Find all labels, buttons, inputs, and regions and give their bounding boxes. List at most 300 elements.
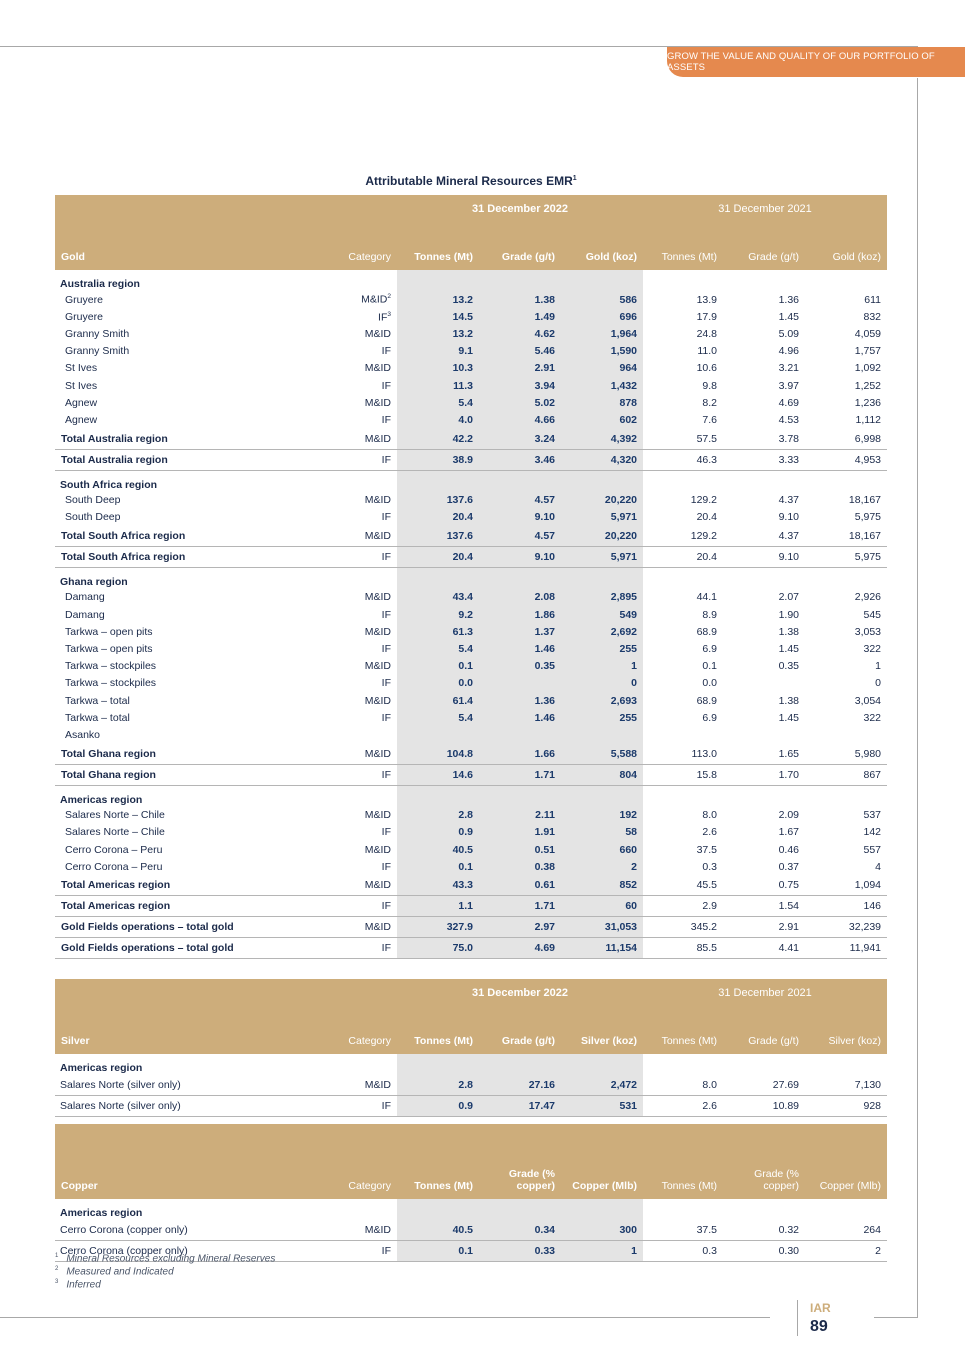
category-value: M&ID [364, 1224, 391, 1236]
row-name: South Deep [65, 511, 121, 524]
table-row [55, 394, 887, 411]
prior-value-cell: 8.2 [702, 396, 718, 409]
prior-value-cell: 8.9 [702, 608, 718, 621]
header-spacer [55, 979, 397, 1007]
total-row [55, 429, 887, 450]
current-value-cell: 4.0 [397, 411, 479, 428]
current-value-cell: 4.57 [479, 526, 561, 547]
row-name: Tarkwa – total [65, 711, 130, 724]
year-header-row [55, 979, 887, 1007]
prior-value-cell: 1.67 [778, 826, 800, 839]
category-cell [305, 1054, 397, 1075]
prior-value-cell [643, 1199, 723, 1220]
current-value-cell [479, 1054, 561, 1075]
prior-value-cell: 9.8 [702, 379, 718, 392]
prior-value-cell [805, 1199, 887, 1220]
category-cell [305, 875, 397, 896]
row-name: Salares Norte – Chile [65, 826, 165, 839]
column-header: Tonnes (Mt) [397, 1007, 479, 1054]
prior-value-cell [723, 1054, 805, 1075]
prior-value-cell: 3,054 [854, 694, 882, 707]
region-heading-row [55, 567, 887, 589]
prior-value-cell: 4.37 [778, 494, 800, 507]
prior-value-cell: 4 [875, 860, 882, 873]
page-number-divider [797, 1300, 798, 1336]
current-value-cell [561, 567, 643, 589]
prior-value-cell: 0.30 [723, 1241, 805, 1262]
prior-value-cell [723, 1199, 805, 1220]
current-value-cell: 852 [561, 875, 643, 896]
prior-value-cell: 0.0 [702, 677, 718, 690]
prior-value-cell: 7,130 [805, 1075, 887, 1096]
row-name: St Ives [65, 362, 98, 375]
prior-value-cell: 2.91 [723, 917, 805, 938]
current-value-cell: 60 [561, 896, 643, 917]
prior-value-cell: 37.5 [643, 1220, 723, 1241]
prior-value-cell: 6.9 [702, 711, 718, 724]
prior-value-cell: 142 [863, 826, 882, 839]
prior-value-cell [723, 675, 805, 692]
row-name: Americas region [60, 1062, 143, 1074]
category-cell [305, 411, 397, 428]
year-current [397, 1124, 643, 1152]
current-value-cell: 5.4 [397, 709, 479, 726]
current-value-cell: 2,693 [561, 692, 643, 709]
table-row [55, 343, 887, 360]
prior-value-cell: 867 [805, 764, 887, 785]
report-label: IAR [810, 1301, 831, 1315]
prior-value-cell: 11.0 [697, 345, 718, 358]
caption-text: Attributable Mineral Resources EMR [365, 174, 573, 188]
current-value-cell: 531 [561, 1096, 643, 1117]
current-value-cell: 20.4 [397, 546, 479, 567]
category-cell [305, 360, 397, 377]
prior-value-cell: 832 [863, 310, 882, 323]
prior-value-cell: 1,252 [854, 379, 882, 392]
prior-value-cell: 24.8 [696, 327, 718, 340]
prior-value-cell [643, 270, 723, 291]
current-value-cell: 5,588 [561, 744, 643, 765]
row-name: South Africa region [60, 478, 158, 491]
current-value-cell: 42.2 [397, 429, 479, 450]
current-value-cell: 61.4 [397, 692, 479, 709]
current-value-cell: 0.9 [397, 1096, 479, 1117]
prior-value-cell [643, 1054, 723, 1075]
category-value: IF [381, 379, 391, 392]
current-value-cell [561, 470, 643, 492]
current-value-cell: 1.36 [479, 692, 561, 709]
category-value: IF [381, 453, 391, 466]
table-row [55, 709, 887, 726]
prior-value-cell: 1,757 [854, 345, 882, 358]
category-value: M&ID [364, 1079, 391, 1091]
current-value-cell [397, 567, 479, 589]
column-header: Grade (% copper) [479, 1152, 561, 1199]
current-value-cell: 5.4 [397, 394, 479, 411]
prior-value-cell: 4.96 [778, 345, 800, 358]
footnote-2 [55, 1266, 174, 1277]
current-value-cell [561, 270, 643, 291]
current-value-cell: 0.1 [397, 858, 479, 875]
category-cell [305, 1199, 397, 1220]
row-name: Gold Fields operations – total gold [55, 917, 305, 938]
prior-value-cell: 0.35 [778, 660, 800, 673]
prior-value-cell: 0 [875, 677, 882, 690]
header-spacer [55, 1124, 397, 1152]
category-cell [305, 709, 397, 726]
year-prior [643, 1124, 887, 1152]
prior-value-cell: 4.41 [723, 938, 805, 959]
prior-value-cell: 545 [863, 608, 882, 621]
footnote-text: Inferred [66, 1279, 101, 1291]
row-name: Agnew [65, 396, 98, 409]
current-value-cell: 1.91 [479, 824, 561, 841]
current-value-cell [479, 470, 561, 492]
current-value-cell: 5,971 [561, 509, 643, 526]
prior-value-cell: 2.07 [778, 591, 800, 604]
year-header-row [55, 195, 887, 223]
current-value-cell: 2.91 [479, 360, 561, 377]
bottom-rule-right [874, 1317, 918, 1318]
category-cell [305, 509, 397, 526]
current-value-cell: 58 [561, 824, 643, 841]
current-value-cell: 4.69 [479, 938, 561, 959]
current-value-cell: 1.66 [479, 744, 561, 765]
category-value: M&ID [364, 809, 391, 822]
row-name: Tarkwa – total [65, 694, 130, 707]
prior-value-cell: 5,980 [805, 744, 887, 765]
category-value: IF [381, 345, 391, 358]
column-header: Gold (koz) [561, 223, 643, 270]
prior-value-cell: 0.3 [702, 860, 718, 873]
total-row [55, 875, 887, 896]
prior-value-cell: 0.32 [723, 1220, 805, 1241]
prior-value-cell: 4.37 [723, 526, 805, 547]
category-value: IF [381, 768, 391, 781]
column-header: Tonnes (Mt) [643, 223, 723, 270]
prior-value-cell: 57.5 [643, 429, 723, 450]
row-name: Total South Africa region [55, 526, 305, 547]
current-value-cell [479, 270, 561, 291]
current-value-cell: 5,971 [561, 546, 643, 567]
prior-value-cell: 2.6 [702, 826, 718, 839]
category-cell [305, 377, 397, 394]
header-spacer [55, 195, 397, 223]
row-name: Granny Smith [65, 345, 130, 358]
prior-value-cell: 611 [864, 293, 882, 306]
prior-value-cell: 345.2 [643, 917, 723, 938]
region-heading-row [55, 785, 887, 807]
current-value-cell: 9.10 [479, 509, 561, 526]
prior-value-cell: 3.33 [723, 449, 805, 470]
table-row [55, 606, 887, 623]
current-value-cell: 192 [561, 807, 643, 824]
prior-value-cell: 146 [805, 896, 887, 917]
current-value-cell: 0.1 [397, 1241, 479, 1262]
category-cell [305, 640, 397, 657]
footnote-number: 2 [55, 1266, 59, 1272]
year-prior: 31 December 2021 [643, 979, 887, 1007]
row-name: Cerro Corona – Peru [65, 860, 163, 873]
prior-value-cell: 322 [863, 643, 882, 656]
column-header: Tonnes (Mt) [397, 1152, 479, 1199]
prior-value-cell: 37.5 [696, 843, 718, 856]
current-value-cell: 17.47 [479, 1096, 561, 1117]
bottom-rule [0, 1317, 770, 1318]
row-name: Total Americas region [55, 896, 305, 917]
current-value-cell: 13.2 [397, 291, 479, 308]
row-name: Gruyere [65, 310, 103, 323]
table-row [55, 640, 887, 657]
category-cell [305, 325, 397, 342]
current-value-cell: 137.6 [397, 526, 479, 547]
current-value-cell: 4,392 [561, 429, 643, 450]
current-value-cell: 0.9 [397, 824, 479, 841]
row-name: Australia region [60, 278, 140, 290]
current-value-cell: 1 [561, 1241, 643, 1262]
current-value-cell: 4,320 [561, 449, 643, 470]
category-value: IF [381, 413, 391, 426]
category-cell [305, 270, 397, 291]
prior-value-cell: 85.5 [643, 938, 723, 959]
prior-value-cell: 264 [805, 1220, 887, 1241]
prior-value-cell: 0.75 [723, 875, 805, 896]
row-name: Gold Fields operations – total gold [55, 938, 305, 959]
current-value-cell: 5.4 [397, 640, 479, 657]
current-value-cell: 0.35 [479, 658, 561, 675]
category-header: Category [305, 1007, 397, 1054]
prior-value-cell [805, 270, 887, 291]
category-cell [305, 343, 397, 360]
prior-value-cell: 1.45 [778, 310, 800, 323]
category-cell [305, 1220, 397, 1241]
category-value: M&ID [364, 747, 391, 760]
prior-value-cell: 13.9 [696, 293, 718, 306]
row-name: Americas region [60, 1207, 143, 1219]
row-name: Total Australia region [55, 429, 305, 450]
page-number: 89 [810, 1318, 828, 1335]
prior-value-cell [805, 470, 887, 492]
current-value-cell [397, 1199, 479, 1220]
category-cell [305, 764, 397, 785]
column-header: Grade (g/t) [723, 223, 805, 270]
current-value-cell: 75.0 [397, 938, 479, 959]
category-value: M&ID [364, 529, 391, 542]
row-name: Tarkwa – stockpiles [65, 660, 157, 673]
prior-value-cell: 1 [875, 660, 882, 673]
current-value-cell: 5.46 [479, 343, 561, 360]
table-row [55, 841, 887, 858]
table-row [55, 623, 887, 640]
footnote-number: 3 [55, 1279, 59, 1285]
table-row [55, 377, 887, 394]
prior-value-cell [805, 567, 887, 589]
table-row [55, 658, 887, 675]
column-header: Silver (koz) [805, 1007, 887, 1054]
prior-value-cell: 32,239 [805, 917, 887, 938]
category-cell [305, 785, 397, 807]
current-value-cell: 1.46 [479, 640, 561, 657]
current-value-cell [397, 470, 479, 492]
current-value-cell: 2.8 [397, 807, 479, 824]
prior-value-cell: 1.38 [778, 625, 800, 638]
caption-footnote-ref: 1 [572, 175, 577, 182]
prior-value-cell: 1,112 [855, 413, 882, 426]
prior-value-cell: 27.69 [723, 1075, 805, 1096]
category-value: IF [381, 643, 391, 656]
current-value-cell: 0 [561, 675, 643, 692]
category-value: M&ID [364, 327, 391, 340]
current-value-cell: 1 [561, 658, 643, 675]
current-value-cell: 11.3 [397, 377, 479, 394]
table-row [55, 692, 887, 709]
current-value-cell: 327.9 [397, 917, 479, 938]
category-value: M&ID [364, 921, 391, 934]
row-name: Salares Norte – Chile [65, 809, 165, 822]
current-value-cell: 586 [561, 291, 643, 308]
prior-value-cell: 537 [863, 809, 882, 822]
table-row [55, 308, 887, 325]
current-value-cell: 31,053 [561, 917, 643, 938]
current-value-cell: 4.66 [479, 411, 561, 428]
current-value-cell: 1.46 [479, 709, 561, 726]
prior-value-cell [723, 270, 805, 291]
table-row [55, 360, 887, 377]
row-name: Ghana region [60, 575, 128, 588]
current-value-cell: 2.97 [479, 917, 561, 938]
column-header-row [55, 1152, 887, 1199]
row-name: Tarkwa – open pits [65, 643, 153, 656]
table-row [55, 291, 887, 308]
category-cell [305, 675, 397, 692]
column-header: Copper (Mlb) [805, 1152, 887, 1199]
current-value-cell: 2.8 [397, 1075, 479, 1096]
row-name: Granny Smith [65, 327, 130, 340]
category-cell [305, 526, 397, 547]
commodity-label: Copper [55, 1152, 305, 1199]
current-value-cell: 61.3 [397, 623, 479, 640]
category-value: M&ID [364, 591, 391, 604]
prior-value-cell [805, 1054, 887, 1075]
category-cell [305, 291, 397, 308]
table-row [55, 726, 887, 743]
current-value-cell [479, 785, 561, 807]
category-value: IF [381, 711, 391, 724]
current-value-cell: 9.2 [397, 606, 479, 623]
table-row [55, 675, 887, 692]
prior-value-cell: 15.8 [643, 764, 723, 785]
category-value: M&ID [364, 843, 391, 856]
row-name: Damang [65, 591, 105, 604]
footnote-text: Measured and Indicated [66, 1266, 174, 1278]
current-value-cell: 40.5 [397, 841, 479, 858]
prior-value-cell: 45.5 [643, 875, 723, 896]
category-cell [305, 917, 397, 938]
prior-value-cell [723, 470, 805, 492]
category-value: IF [381, 608, 391, 621]
prior-value-cell: 3.97 [778, 379, 800, 392]
table-row [55, 824, 887, 841]
prior-value-cell: 2,926 [854, 591, 882, 604]
current-value-cell [479, 726, 561, 743]
prior-value-cell: 10.6 [696, 362, 718, 375]
prior-value-cell: 5,975 [854, 511, 882, 524]
row-name: Total South Africa region [55, 546, 305, 567]
category-value: IF [381, 900, 391, 913]
current-value-cell [561, 1199, 643, 1220]
category-footnote-ref: 3 [387, 310, 391, 318]
prior-value-cell: 0.1 [702, 660, 718, 673]
prior-value-cell: 7.6 [702, 413, 718, 426]
current-value-cell: 1.37 [479, 623, 561, 640]
table-caption [55, 174, 887, 188]
current-value-cell: 0.38 [479, 858, 561, 875]
row-name: Damang [65, 608, 105, 621]
current-value-cell [561, 785, 643, 807]
total-row [55, 744, 887, 765]
prior-value-cell: 1.90 [778, 608, 800, 621]
column-header: Silver (koz) [561, 1007, 643, 1054]
row-name: Tarkwa – stockpiles [65, 677, 157, 690]
prior-value-cell: 5.09 [778, 327, 800, 340]
current-value-cell: 0.51 [479, 841, 561, 858]
region-heading-row [55, 270, 887, 291]
category-cell [305, 1241, 397, 1262]
current-value-cell: 4.62 [479, 325, 561, 342]
gold-resources-table [55, 195, 887, 959]
category-cell [305, 394, 397, 411]
category-value: M&ID [364, 660, 391, 673]
prior-value-cell: 557 [863, 843, 882, 856]
total-row [55, 764, 887, 785]
current-value-cell: 2,472 [561, 1075, 643, 1096]
footnote-3 [55, 1279, 101, 1290]
current-value-cell [479, 1199, 561, 1220]
category-cell [305, 546, 397, 567]
current-value-cell: 5.02 [479, 394, 561, 411]
current-value-cell [397, 726, 479, 743]
current-value-cell: 1.49 [479, 308, 561, 325]
current-value-cell: 878 [561, 394, 643, 411]
prior-value-cell: 20.4 [643, 546, 723, 567]
category-cell [305, 567, 397, 589]
column-header: Tonnes (Mt) [397, 223, 479, 270]
prior-value-cell: 1.65 [723, 744, 805, 765]
category-value: M&ID [364, 879, 391, 892]
column-header: Tonnes (Mt) [643, 1152, 723, 1199]
current-value-cell: 2.11 [479, 807, 561, 824]
prior-value-cell: 9.10 [723, 546, 805, 567]
prior-value-cell: 0.37 [778, 860, 800, 873]
category-value: IF [381, 860, 391, 873]
category-cell [305, 658, 397, 675]
current-value-cell: 0.61 [479, 875, 561, 896]
current-value-cell: 1,590 [561, 343, 643, 360]
category-value: IF [381, 677, 391, 690]
region-heading-row [55, 1199, 887, 1220]
current-value-cell: 696 [561, 308, 643, 325]
prior-value-cell: 2.9 [643, 896, 723, 917]
category-header: Category [305, 1152, 397, 1199]
category-value: M&ID [364, 362, 391, 375]
prior-value-cell: 3,053 [854, 625, 882, 638]
current-value-cell: 0.0 [397, 675, 479, 692]
category-value: IF [381, 550, 391, 563]
column-header: Gold (koz) [805, 223, 887, 270]
category-cell [305, 589, 397, 606]
prior-value-cell: 46.3 [643, 449, 723, 470]
prior-value-cell [643, 470, 723, 492]
